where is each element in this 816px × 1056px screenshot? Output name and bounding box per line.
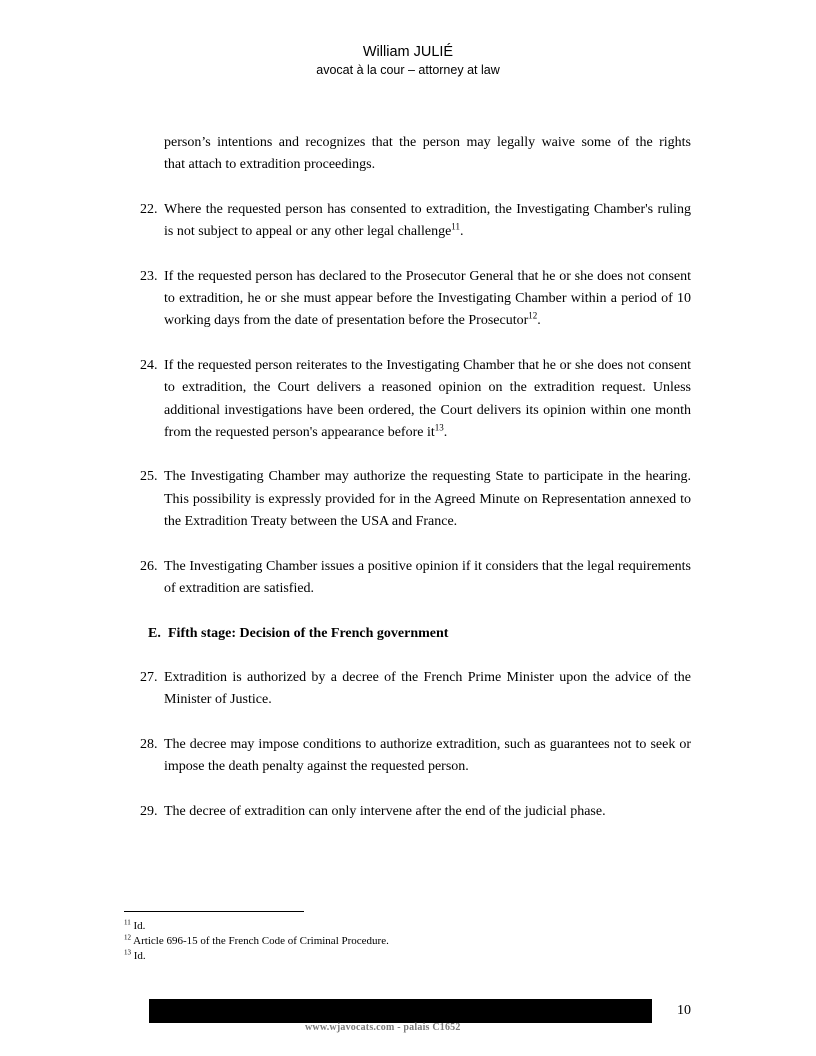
paragraph-24: 24. If the requested person reiterates to the Investigating Chamber that he or she does not consent to extradition, the Court delivers a reasoned opinion on the extradition request. Unless additional investigations have been ordered, the Court delivers its opinion within one month from the requested person's appearance before $it^{13}$. xyxy=(140,355,691,445)
footer-bar xyxy=(149,999,652,1023)
paragraph-29 xyxy=(140,801,691,823)
continued-paragraph xyxy=(140,132,691,177)
footnote-ref[interactable]: 13 xyxy=(434,422,444,433)
letterhead xyxy=(0,42,816,78)
paragraph-23: 23. If the requested person has declared to the Prosecutor General that he or she does not consent to extradition, he or she must appear before the Investigating Chamber within a period of 10 working days from the date of presentation before the Prosecutor$^{12}$. xyxy=(140,266,691,333)
paragraph-text: If the requested person reiterates to the Investigating Chamber that he or she does not consent to extradition, the Court delivers a reasoned opinion on the extradition request. Unless additional investigations have been ordered, the Court delivers its opinion within one month from the requested person's appearance before it xyxy=(164,357,691,441)
paragraph-number: 28. xyxy=(140,736,158,752)
footnote-12: $^{12}$ Article 696-15 of the French Code of Criminal Procedure. xyxy=(124,933,389,947)
paragraph-number: 27. xyxy=(140,669,158,685)
paragraph-number: 22. xyxy=(140,201,158,217)
paragraph-text: Extradition is authorized by a decree of the French Prime Minister upon the advice of the Minister of Justice. xyxy=(164,669,691,708)
paragraph-text: The Investigating Chamber issues a positive opinion if it considers that the legal requirements of extradition are satisfied. xyxy=(164,558,691,597)
paragraph-number: 23. xyxy=(140,268,158,284)
footnote-ref[interactable]: 12 xyxy=(528,310,538,321)
document-body xyxy=(140,132,691,823)
paragraph-number: 24. xyxy=(140,357,158,373)
paragraph-22: 22. Where the requested person has consented to extradition, the Investigating Chamber's ruling is not subject to appeal or any other legal challenge$^{11}$. xyxy=(140,199,691,244)
footnote-11: $^{11}$ Id. xyxy=(124,918,146,932)
paragraph-number: 25. xyxy=(140,469,158,485)
paragraph-text: The decree may impose conditions to authorize extradition, such as guarantees not to seek or impose the death penalty against the requested person. xyxy=(164,736,691,775)
footnotes xyxy=(124,919,389,964)
paragraph-text: If the requested person has declared to the Prosecutor General that he or she does not consent to extradition, he or she must appear before the Investigating Chamber within a period of 10 working days from the date of presentation before the Prosecutor xyxy=(164,268,691,329)
paragraph-25 xyxy=(140,466,691,533)
continued-line-2: that attach to extradition proceedings. xyxy=(164,157,376,173)
paragraph-26 xyxy=(140,556,691,601)
paragraph-text: Where the requested person has consented to extradition, the Investigating Chamber's ruling is not subject to appeal or any other legal challenge xyxy=(164,201,691,240)
section-title: Fifth stage: Decision of the French government xyxy=(168,625,449,641)
footer-website-link[interactable]: www.wjavocats.com - palais C1652 xyxy=(305,1022,461,1033)
section-letter: E. xyxy=(148,625,161,641)
footnote-13: $^{13}$ Id. xyxy=(124,948,146,962)
paragraph-text: The Investigating Chamber may authorize the requesting State to participate in the hearing. This possibility is expressly provided for in the Agreed Minute on Representation annexed to the Extradition Treaty between the USA and France. xyxy=(164,469,691,530)
section-heading xyxy=(140,623,691,645)
footnote-ref[interactable]: 11 xyxy=(451,221,460,232)
continued-line-1: person’s intentions and recognizes that the person may legally waive some of the rights xyxy=(164,135,691,150)
author-title: avocat à la cour – attorney at law xyxy=(316,63,500,77)
author-name: William JULIÉ xyxy=(362,44,454,60)
paragraph-text: The decree of extradition can only intervene after the end of the judicial phase. xyxy=(164,803,606,819)
footnote-divider xyxy=(124,911,304,912)
paragraph-27 xyxy=(140,667,691,712)
paragraph-number: 29. xyxy=(140,803,158,819)
paragraph-number: 26. xyxy=(140,558,158,574)
page-number: 10 xyxy=(677,1003,691,1018)
paragraph-28 xyxy=(140,734,691,779)
